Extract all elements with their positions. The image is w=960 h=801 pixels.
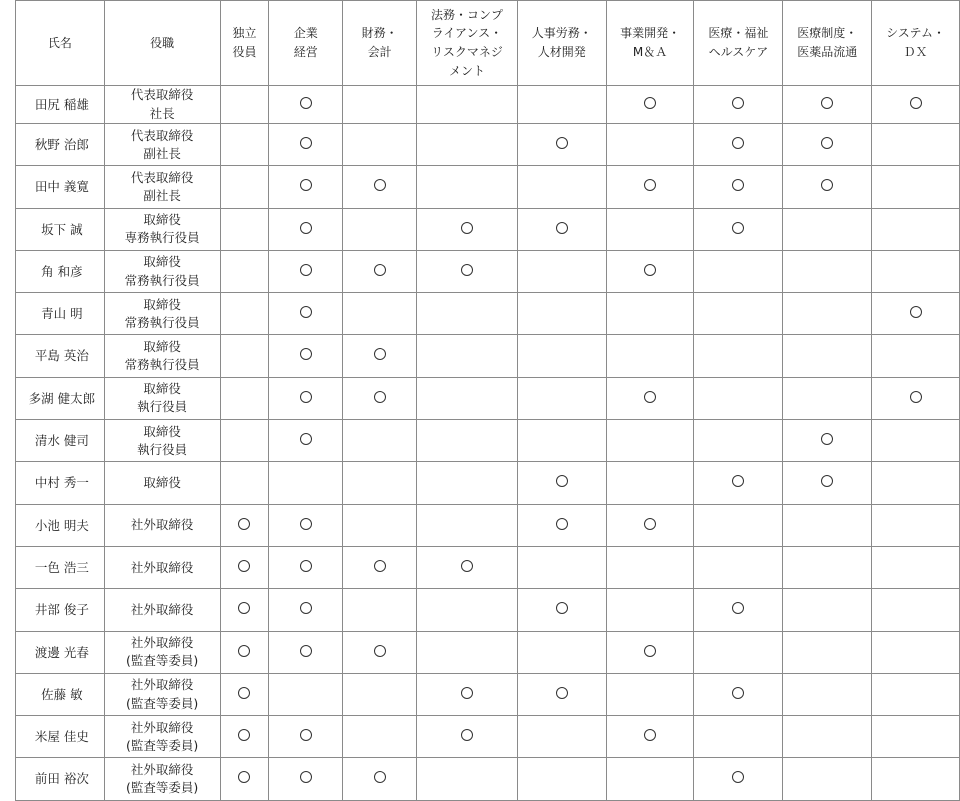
header-row bbox=[16, 1, 960, 86]
circle-mark-icon bbox=[644, 391, 656, 403]
director-name: 田尻 稲雄 bbox=[16, 86, 105, 124]
table-row bbox=[16, 589, 960, 631]
skill-cell bbox=[694, 124, 783, 166]
table-row bbox=[16, 86, 960, 124]
skill-cell bbox=[517, 631, 606, 673]
skill-cell bbox=[606, 462, 694, 504]
skill-cell bbox=[269, 631, 343, 673]
skill-cell bbox=[220, 504, 269, 546]
director-name: 佐藤 敏 bbox=[16, 673, 105, 715]
skill-cell bbox=[269, 166, 343, 208]
circle-mark-icon bbox=[238, 560, 250, 572]
skill-cell bbox=[783, 589, 872, 631]
skill-cell bbox=[343, 293, 417, 335]
director-title: 社外取締役 (監査等委員) bbox=[104, 716, 220, 758]
skill-cell bbox=[220, 420, 269, 462]
circle-mark-icon bbox=[461, 222, 473, 234]
skill-cell bbox=[606, 504, 694, 546]
skill-cell bbox=[606, 673, 694, 715]
skill-cell bbox=[694, 420, 783, 462]
circle-mark-icon bbox=[556, 475, 568, 487]
circle-mark-icon bbox=[732, 602, 744, 614]
circle-mark-icon bbox=[644, 264, 656, 276]
skill-cell bbox=[417, 124, 518, 166]
skill-cell bbox=[783, 716, 872, 758]
column-header: 事業開発・ M＆Ａ bbox=[606, 1, 694, 86]
director-name: 渡邊 光春 bbox=[16, 631, 105, 673]
skill-cell bbox=[606, 589, 694, 631]
circle-mark-icon bbox=[821, 97, 833, 109]
column-header: 医療制度・ 医薬品流通 bbox=[783, 1, 872, 86]
column-header: 氏名 bbox=[16, 1, 105, 86]
skill-cell bbox=[517, 420, 606, 462]
skill-cell bbox=[783, 335, 872, 377]
director-name: 清水 健司 bbox=[16, 420, 105, 462]
circle-mark-icon bbox=[821, 433, 833, 445]
skill-cell bbox=[220, 166, 269, 208]
circle-mark-icon bbox=[732, 222, 744, 234]
director-name: 角 和彦 bbox=[16, 250, 105, 292]
table-row bbox=[16, 420, 960, 462]
director-name: 多湖 健太郎 bbox=[16, 377, 105, 419]
skill-cell bbox=[417, 673, 518, 715]
skill-cell bbox=[343, 166, 417, 208]
skill-cell bbox=[343, 758, 417, 800]
circle-mark-icon bbox=[374, 391, 386, 403]
skill-cell bbox=[269, 250, 343, 292]
table-row bbox=[16, 293, 960, 335]
circle-mark-icon bbox=[732, 179, 744, 191]
skill-cell bbox=[872, 504, 960, 546]
table-row bbox=[16, 335, 960, 377]
director-title: 取締役 常務執行役員 bbox=[104, 250, 220, 292]
column-header: 独立 役員 bbox=[220, 1, 269, 86]
skill-cell bbox=[269, 716, 343, 758]
circle-mark-icon bbox=[732, 687, 744, 699]
circle-mark-icon bbox=[556, 222, 568, 234]
skill-cell bbox=[220, 758, 269, 800]
skill-cell bbox=[220, 293, 269, 335]
skill-cell bbox=[417, 420, 518, 462]
skill-cell bbox=[783, 377, 872, 419]
skill-cell bbox=[417, 758, 518, 800]
table-row bbox=[16, 377, 960, 419]
table-row bbox=[16, 124, 960, 166]
skill-cell bbox=[606, 420, 694, 462]
skill-cell bbox=[343, 208, 417, 250]
circle-mark-icon bbox=[374, 645, 386, 657]
table-row bbox=[16, 166, 960, 208]
skill-cell bbox=[606, 335, 694, 377]
director-title: 取締役 執行役員 bbox=[104, 377, 220, 419]
skill-cell bbox=[694, 673, 783, 715]
director-name: 一色 浩三 bbox=[16, 546, 105, 588]
skill-cell bbox=[783, 420, 872, 462]
circle-mark-icon bbox=[461, 729, 473, 741]
circle-mark-icon bbox=[374, 771, 386, 783]
skill-cell bbox=[783, 208, 872, 250]
skill-cell bbox=[694, 335, 783, 377]
skill-cell bbox=[606, 250, 694, 292]
skill-cell bbox=[417, 293, 518, 335]
skill-cell bbox=[694, 86, 783, 124]
circle-mark-icon bbox=[732, 475, 744, 487]
table-row bbox=[16, 546, 960, 588]
circle-mark-icon bbox=[910, 306, 922, 318]
director-name: 田中 義寛 bbox=[16, 166, 105, 208]
skill-cell bbox=[872, 86, 960, 124]
skill-cell bbox=[606, 377, 694, 419]
circle-mark-icon bbox=[238, 518, 250, 530]
skill-cell bbox=[220, 631, 269, 673]
skill-cell bbox=[343, 250, 417, 292]
skill-cell bbox=[694, 250, 783, 292]
skill-cell bbox=[517, 293, 606, 335]
circle-mark-icon bbox=[556, 602, 568, 614]
skill-cell bbox=[872, 716, 960, 758]
circle-mark-icon bbox=[732, 137, 744, 149]
skill-cell bbox=[872, 631, 960, 673]
skill-cell bbox=[417, 462, 518, 504]
circle-mark-icon bbox=[910, 391, 922, 403]
skill-cell bbox=[783, 504, 872, 546]
skill-cell bbox=[417, 166, 518, 208]
skill-cell bbox=[343, 420, 417, 462]
circle-mark-icon bbox=[300, 179, 312, 191]
skill-cell bbox=[872, 293, 960, 335]
skill-cell bbox=[343, 124, 417, 166]
circle-mark-icon bbox=[644, 179, 656, 191]
skill-cell bbox=[606, 86, 694, 124]
circle-mark-icon bbox=[300, 645, 312, 657]
skill-cell bbox=[343, 462, 417, 504]
skill-cell bbox=[417, 504, 518, 546]
skill-cell bbox=[343, 335, 417, 377]
circle-mark-icon bbox=[644, 518, 656, 530]
circle-mark-icon bbox=[556, 137, 568, 149]
table-row bbox=[16, 462, 960, 504]
skill-cell bbox=[343, 377, 417, 419]
skill-cell bbox=[220, 716, 269, 758]
skill-cell bbox=[783, 166, 872, 208]
skill-cell bbox=[269, 546, 343, 588]
skill-cell bbox=[517, 716, 606, 758]
skill-cell bbox=[606, 631, 694, 673]
circle-mark-icon bbox=[300, 560, 312, 572]
skill-cell bbox=[343, 546, 417, 588]
circle-mark-icon bbox=[300, 97, 312, 109]
skill-cell bbox=[517, 250, 606, 292]
skill-cell bbox=[517, 462, 606, 504]
circle-mark-icon bbox=[300, 137, 312, 149]
skill-cell bbox=[783, 293, 872, 335]
skill-cell bbox=[220, 462, 269, 504]
table-row bbox=[16, 631, 960, 673]
skill-cell bbox=[417, 631, 518, 673]
skill-cell bbox=[417, 208, 518, 250]
skill-cell bbox=[343, 504, 417, 546]
skill-cell bbox=[269, 293, 343, 335]
skill-cell bbox=[694, 377, 783, 419]
skill-cell bbox=[417, 546, 518, 588]
skills-matrix-table bbox=[15, 0, 960, 801]
skill-cell bbox=[269, 208, 343, 250]
circle-mark-icon bbox=[644, 729, 656, 741]
circle-mark-icon bbox=[300, 391, 312, 403]
skill-cell bbox=[694, 504, 783, 546]
director-title: 取締役 専務執行役員 bbox=[104, 208, 220, 250]
skill-cell bbox=[783, 673, 872, 715]
skill-cell bbox=[694, 208, 783, 250]
skill-cell bbox=[220, 124, 269, 166]
skill-cell bbox=[694, 631, 783, 673]
column-header: 企業 経営 bbox=[269, 1, 343, 86]
circle-mark-icon bbox=[821, 475, 833, 487]
circle-mark-icon bbox=[300, 222, 312, 234]
skill-cell bbox=[783, 250, 872, 292]
skill-cell bbox=[220, 673, 269, 715]
skill-cell bbox=[694, 546, 783, 588]
skill-cell bbox=[606, 166, 694, 208]
skill-cell bbox=[517, 504, 606, 546]
director-title: 取締役 bbox=[104, 462, 220, 504]
circle-mark-icon bbox=[374, 264, 386, 276]
circle-mark-icon bbox=[821, 179, 833, 191]
skill-cell bbox=[343, 589, 417, 631]
skill-cell bbox=[783, 124, 872, 166]
circle-mark-icon bbox=[556, 518, 568, 530]
table-row bbox=[16, 673, 960, 715]
skill-cell bbox=[269, 335, 343, 377]
skill-cell bbox=[417, 86, 518, 124]
column-header: システム・ ＤＸ bbox=[872, 1, 960, 86]
column-header: 人事労務・ 人材開発 bbox=[517, 1, 606, 86]
skill-cell bbox=[517, 377, 606, 419]
director-title: 社外取締役 (監査等委員) bbox=[104, 673, 220, 715]
director-title: 社外取締役 (監査等委員) bbox=[104, 631, 220, 673]
skill-cell bbox=[269, 589, 343, 631]
skill-cell bbox=[220, 86, 269, 124]
director-title: 社外取締役 bbox=[104, 589, 220, 631]
table-row bbox=[16, 250, 960, 292]
skill-cell bbox=[220, 335, 269, 377]
skill-cell bbox=[517, 124, 606, 166]
skill-cell bbox=[269, 673, 343, 715]
director-name: 米屋 佳史 bbox=[16, 716, 105, 758]
skill-cell bbox=[872, 420, 960, 462]
table-row bbox=[16, 504, 960, 546]
circle-mark-icon bbox=[300, 602, 312, 614]
circle-mark-icon bbox=[300, 306, 312, 318]
director-title: 代表取締役 社長 bbox=[104, 86, 220, 124]
director-title: 社外取締役 (監査等委員) bbox=[104, 758, 220, 800]
director-title: 取締役 執行役員 bbox=[104, 420, 220, 462]
circle-mark-icon bbox=[300, 433, 312, 445]
circle-mark-icon bbox=[374, 179, 386, 191]
skill-cell bbox=[343, 716, 417, 758]
skill-cell bbox=[517, 546, 606, 588]
skill-cell bbox=[517, 335, 606, 377]
director-name: 井部 俊子 bbox=[16, 589, 105, 631]
skill-cell bbox=[343, 631, 417, 673]
skill-cell bbox=[872, 166, 960, 208]
director-name: 平島 英治 bbox=[16, 335, 105, 377]
skill-cell bbox=[517, 208, 606, 250]
skill-cell bbox=[783, 86, 872, 124]
skill-cell bbox=[694, 589, 783, 631]
skill-cell bbox=[872, 758, 960, 800]
circle-mark-icon bbox=[238, 771, 250, 783]
skill-cell bbox=[606, 293, 694, 335]
skill-cell bbox=[343, 673, 417, 715]
circle-mark-icon bbox=[374, 348, 386, 360]
circle-mark-icon bbox=[461, 264, 473, 276]
director-name: 秋野 治郎 bbox=[16, 124, 105, 166]
skill-cell bbox=[694, 758, 783, 800]
skill-cell bbox=[417, 716, 518, 758]
skill-cell bbox=[872, 208, 960, 250]
director-title: 代表取締役 副社長 bbox=[104, 124, 220, 166]
table-body bbox=[16, 86, 960, 801]
director-title: 代表取締役 副社長 bbox=[104, 166, 220, 208]
table-row bbox=[16, 208, 960, 250]
skill-cell bbox=[269, 504, 343, 546]
skill-cell bbox=[517, 589, 606, 631]
skill-cell bbox=[517, 673, 606, 715]
skill-cell bbox=[269, 420, 343, 462]
director-title: 取締役 常務執行役員 bbox=[104, 293, 220, 335]
skill-cell bbox=[220, 208, 269, 250]
skill-cell bbox=[872, 546, 960, 588]
skill-cell bbox=[606, 546, 694, 588]
column-header: 役職 bbox=[104, 1, 220, 86]
skill-cell bbox=[694, 166, 783, 208]
skill-cell bbox=[220, 589, 269, 631]
skill-cell bbox=[783, 462, 872, 504]
skill-cell bbox=[872, 335, 960, 377]
skill-cell bbox=[517, 166, 606, 208]
circle-mark-icon bbox=[461, 560, 473, 572]
circle-mark-icon bbox=[821, 137, 833, 149]
circle-mark-icon bbox=[556, 687, 568, 699]
column-header: 法務・コンプ ライアンス・ リスクマネジ メント bbox=[417, 1, 518, 86]
circle-mark-icon bbox=[300, 348, 312, 360]
skill-cell bbox=[220, 250, 269, 292]
skill-cell bbox=[417, 250, 518, 292]
director-name: 小池 明夫 bbox=[16, 504, 105, 546]
skill-cell bbox=[783, 758, 872, 800]
circle-mark-icon bbox=[238, 729, 250, 741]
circle-mark-icon bbox=[910, 97, 922, 109]
circle-mark-icon bbox=[300, 264, 312, 276]
director-name: 青山 明 bbox=[16, 293, 105, 335]
skill-cell bbox=[606, 208, 694, 250]
skill-cell bbox=[269, 86, 343, 124]
table-row bbox=[16, 716, 960, 758]
skill-cell bbox=[694, 462, 783, 504]
skill-cell bbox=[606, 716, 694, 758]
director-title: 社外取締役 bbox=[104, 504, 220, 546]
circle-mark-icon bbox=[238, 687, 250, 699]
skill-cell bbox=[269, 377, 343, 419]
skill-cell bbox=[872, 377, 960, 419]
circle-mark-icon bbox=[238, 645, 250, 657]
director-name: 坂下 誠 bbox=[16, 208, 105, 250]
skill-cell bbox=[783, 631, 872, 673]
skill-cell bbox=[269, 462, 343, 504]
skill-cell bbox=[269, 124, 343, 166]
circle-mark-icon bbox=[732, 97, 744, 109]
skill-cell bbox=[872, 589, 960, 631]
column-header: 医療・福祉 ヘルスケア bbox=[694, 1, 783, 86]
skill-cell bbox=[872, 250, 960, 292]
skill-cell bbox=[220, 377, 269, 419]
circle-mark-icon bbox=[644, 97, 656, 109]
circle-mark-icon bbox=[300, 771, 312, 783]
table-row bbox=[16, 758, 960, 800]
director-name: 中村 秀一 bbox=[16, 462, 105, 504]
skill-cell bbox=[872, 124, 960, 166]
skill-cell bbox=[517, 758, 606, 800]
circle-mark-icon bbox=[461, 687, 473, 699]
skill-cell bbox=[606, 124, 694, 166]
skill-cell bbox=[269, 758, 343, 800]
column-header: 財務・ 会計 bbox=[343, 1, 417, 86]
circle-mark-icon bbox=[300, 729, 312, 741]
circle-mark-icon bbox=[238, 602, 250, 614]
director-title: 社外取締役 bbox=[104, 546, 220, 588]
skill-cell bbox=[694, 293, 783, 335]
circle-mark-icon bbox=[374, 560, 386, 572]
skill-cell bbox=[517, 86, 606, 124]
director-title: 取締役 常務執行役員 bbox=[104, 335, 220, 377]
skill-cell bbox=[220, 546, 269, 588]
director-name: 前田 裕次 bbox=[16, 758, 105, 800]
skill-cell bbox=[872, 462, 960, 504]
skill-cell bbox=[606, 758, 694, 800]
skill-cell bbox=[417, 377, 518, 419]
circle-mark-icon bbox=[300, 518, 312, 530]
circle-mark-icon bbox=[732, 771, 744, 783]
skill-cell bbox=[343, 86, 417, 124]
skill-cell bbox=[872, 673, 960, 715]
skill-cell bbox=[783, 546, 872, 588]
skill-cell bbox=[694, 716, 783, 758]
circle-mark-icon bbox=[644, 645, 656, 657]
skill-cell bbox=[417, 335, 518, 377]
skill-cell bbox=[417, 589, 518, 631]
